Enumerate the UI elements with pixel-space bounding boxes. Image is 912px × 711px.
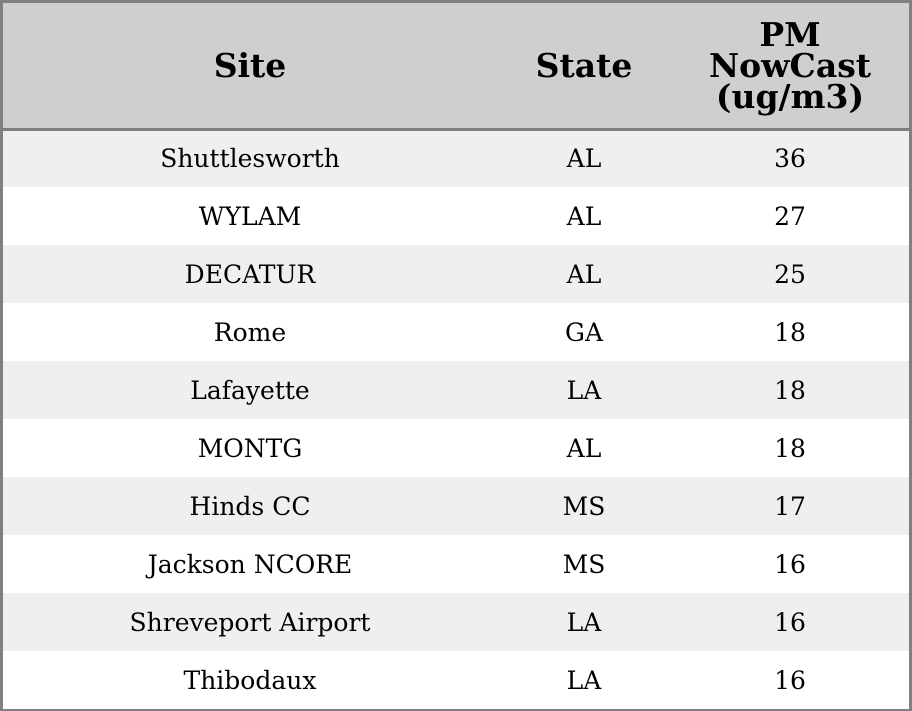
cell-state: MS: [562, 491, 606, 521]
cell-pm: 17: [774, 491, 806, 521]
cell-site: DECATUR: [184, 259, 316, 289]
cell-state: AL: [566, 259, 602, 289]
table-row: [3, 651, 909, 709]
table-row: [3, 477, 909, 535]
cell-pm: 36: [774, 144, 806, 174]
cell-site: MONTG: [197, 433, 303, 463]
cell-pm: 25: [774, 259, 806, 289]
cell-pm: 27: [774, 201, 806, 231]
table-row: [3, 593, 909, 651]
column-header-site-line: Site: [213, 45, 287, 85]
cell-state: GA: [564, 317, 604, 347]
cell-state: AL: [566, 433, 602, 463]
cell-pm: 18: [774, 433, 806, 463]
cell-state: LA: [566, 665, 602, 695]
column-header-pm: [671, 3, 909, 129]
table-row: [3, 419, 909, 477]
cell-state: MS: [562, 549, 606, 579]
column-header-pm-line-3: (ug/m3): [715, 76, 865, 116]
cell-site: Shreveport Airport: [129, 607, 371, 637]
cell-site: Thibodaux: [183, 665, 317, 695]
cell-pm: 16: [774, 607, 806, 637]
cell-site: Lafayette: [190, 375, 310, 405]
pm-nowcast-table: [3, 3, 909, 709]
cell-site: Shuttlesworth: [160, 144, 340, 174]
table-row: [3, 187, 909, 245]
column-header-pm-line-2: NowCast: [708, 45, 872, 85]
cell-state: LA: [566, 607, 602, 637]
table-row: [3, 129, 909, 187]
column-header-state: [497, 3, 671, 129]
table-row: [3, 535, 909, 593]
cell-site: Jackson NCORE: [147, 549, 353, 579]
table-header: [3, 3, 909, 129]
table-row: [3, 303, 909, 361]
table-row: [3, 361, 909, 419]
cell-state: LA: [566, 375, 602, 405]
cell-state: AL: [566, 144, 602, 174]
table-body: [3, 129, 909, 709]
cell-site: Rome: [213, 317, 287, 347]
header-row: [3, 3, 909, 129]
column-header-pm-line-1: PM: [759, 14, 821, 54]
cell-site: Hinds CC: [189, 491, 311, 521]
cell-pm: 18: [774, 375, 806, 405]
table-row: [3, 245, 909, 303]
column-header-state-line: State: [535, 45, 633, 85]
cell-pm: 16: [774, 665, 806, 695]
cell-pm: 16: [774, 549, 806, 579]
cell-pm: 18: [774, 317, 806, 347]
cell-site: WYLAM: [198, 201, 302, 231]
column-header-site: [3, 3, 497, 129]
cell-state: AL: [566, 201, 602, 231]
